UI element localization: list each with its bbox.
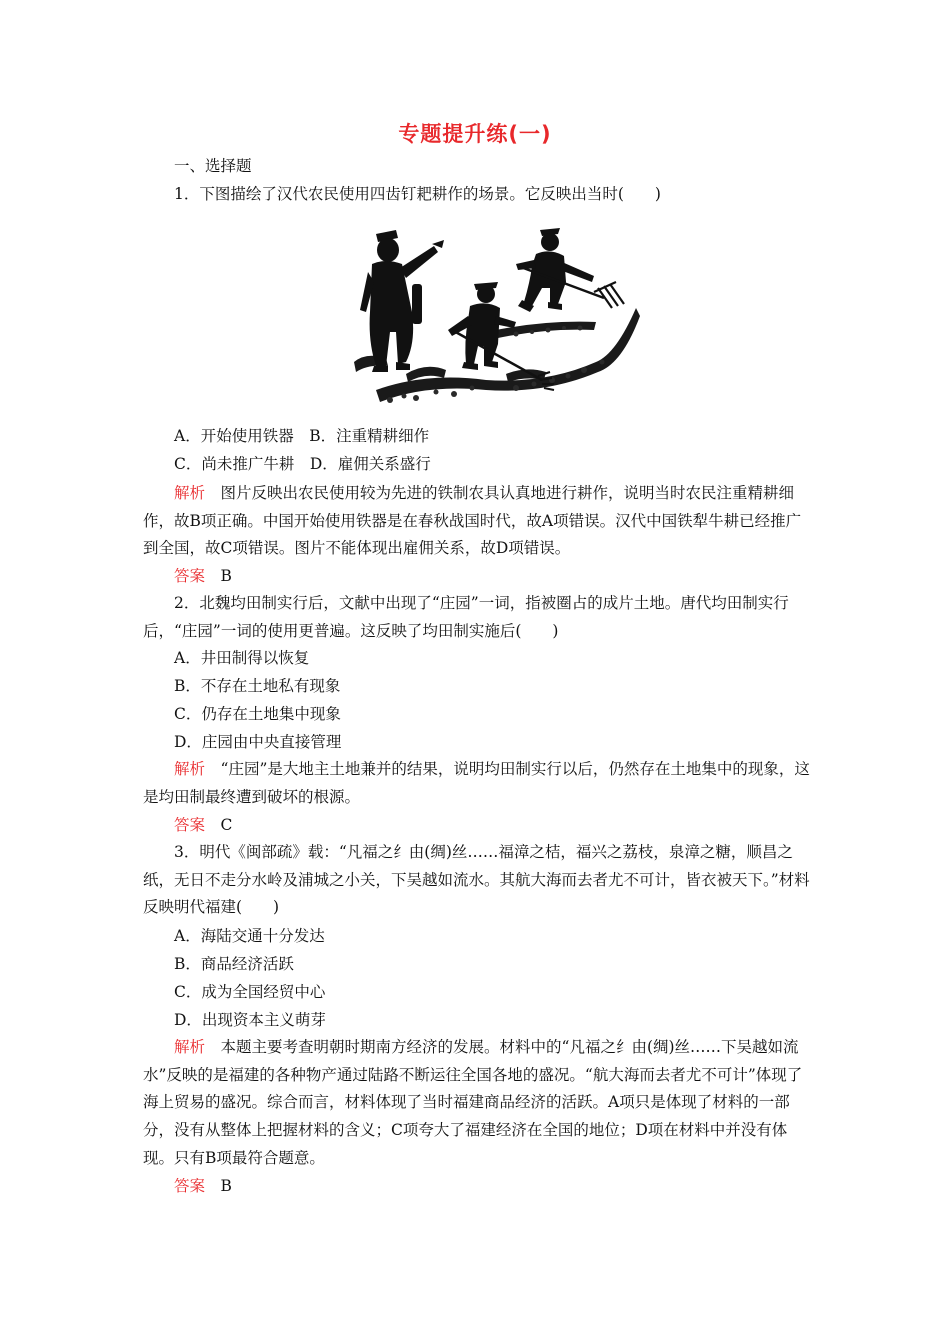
q3-option-b: B．商品经济活跃: [174, 955, 294, 973]
q3-analysis: [143, 1034, 814, 1173]
q3-option-a: A．海陆交通十分发达: [174, 927, 325, 945]
q1-answer: [174, 566, 232, 586]
q2-option-a: A．井田制得以恢复: [174, 649, 310, 667]
page-title: 专题提升练(一): [398, 122, 552, 146]
q3-answer: [174, 1176, 232, 1196]
q3-analysis-text: 本题主要考查明朝时期南方经济的发展。材料中的“凡福之纟由(绸)丝……下吴越如流水”反映的是福建的各种物产通过陆路不断运往全国各地的盛况。“航大海而去者尤不可计”体现了海上贸易的盛况。综合而言，材料体现了当时福建商品经济的活跃。A项只是体现了材料的一部分，没有从整体上把握材料的含义；C项夸大了福建经济在全国的地位；D项在材料中并没有体现。只有B项最符合题意。: [143, 1038, 803, 1167]
q1-options-row1: A．开始使用铁器 B．注重精耕细作: [174, 427, 430, 445]
q2-answer: [174, 815, 232, 835]
q2-option-c: C．仍存在土地集中现象: [174, 705, 341, 723]
q2-analysis-text: “庄园”是大地主土地兼并的结果，说明均田制实行以后，仍然存在土地集中的现象，这是均田制最终遭到破坏的根源。: [143, 760, 810, 806]
q2-analysis: [143, 756, 814, 811]
q1-analysis: [143, 480, 814, 563]
q3-answer-value: B: [205, 1177, 232, 1195]
q1-answer-value: B: [205, 567, 232, 585]
q2-answer-value: C: [205, 816, 233, 834]
q2-answer-label: 答案: [174, 816, 206, 834]
q3-option-c: C．成为全国经贸中心: [174, 983, 326, 1001]
q1-analysis-label: 解析: [174, 484, 206, 502]
section-heading: 一、选择题: [174, 157, 252, 175]
q3-analysis-label: 解析: [174, 1038, 206, 1056]
q2-option-d: D．庄园由中央直接管理: [174, 733, 342, 751]
q3-option-d: D．出现资本主义萌芽: [174, 1011, 326, 1029]
q1-answer-label: 答案: [174, 567, 206, 585]
q3-stem: 3．明代《闽部疏》载：“凡福之纟由(绸)丝……福漳之桔，福兴之荔枝，泉漳之糖，顺昌之纸，无日不走分水岭及浦城之小关，下吴越如流水。其航大海而去者尤不可计，皆衣被天下。”材料反映明代福建( ): [143, 843, 810, 917]
q2-analysis-label: 解析: [174, 760, 206, 778]
q2-stem: 2．北魏均田制实行后，文献中出现了“庄园”一词，指被圈占的成片土地。唐代均田制实行后，“庄园”一词的使用更普遍。这反映了均田制实施后( ): [143, 594, 789, 640]
q1-stem: 1．下图描绘了汉代农民使用四齿钉耙耕作的场景。它反映出当时( ): [174, 185, 661, 203]
q1-analysis-text: 图片反映出农民使用较为先进的铁制农具认真地进行耕作，说明当时农民注重精耕细作，故B项正确。中国开始使用铁器是在春秋战国时代，故A项错误。汉代中国铁犁牛耕已经推广到全国，故C项错误。图片不能体现出雇佣关系，故D项错误。: [143, 484, 802, 558]
q2-option-b: B．不存在土地私有现象: [174, 677, 341, 695]
han-farming-rubbing-image: [346, 212, 650, 418]
q1-options-row2: C．尚未推广牛耕 D．雇佣关系盛行: [174, 455, 431, 473]
q3-answer-label: 答案: [174, 1177, 206, 1195]
